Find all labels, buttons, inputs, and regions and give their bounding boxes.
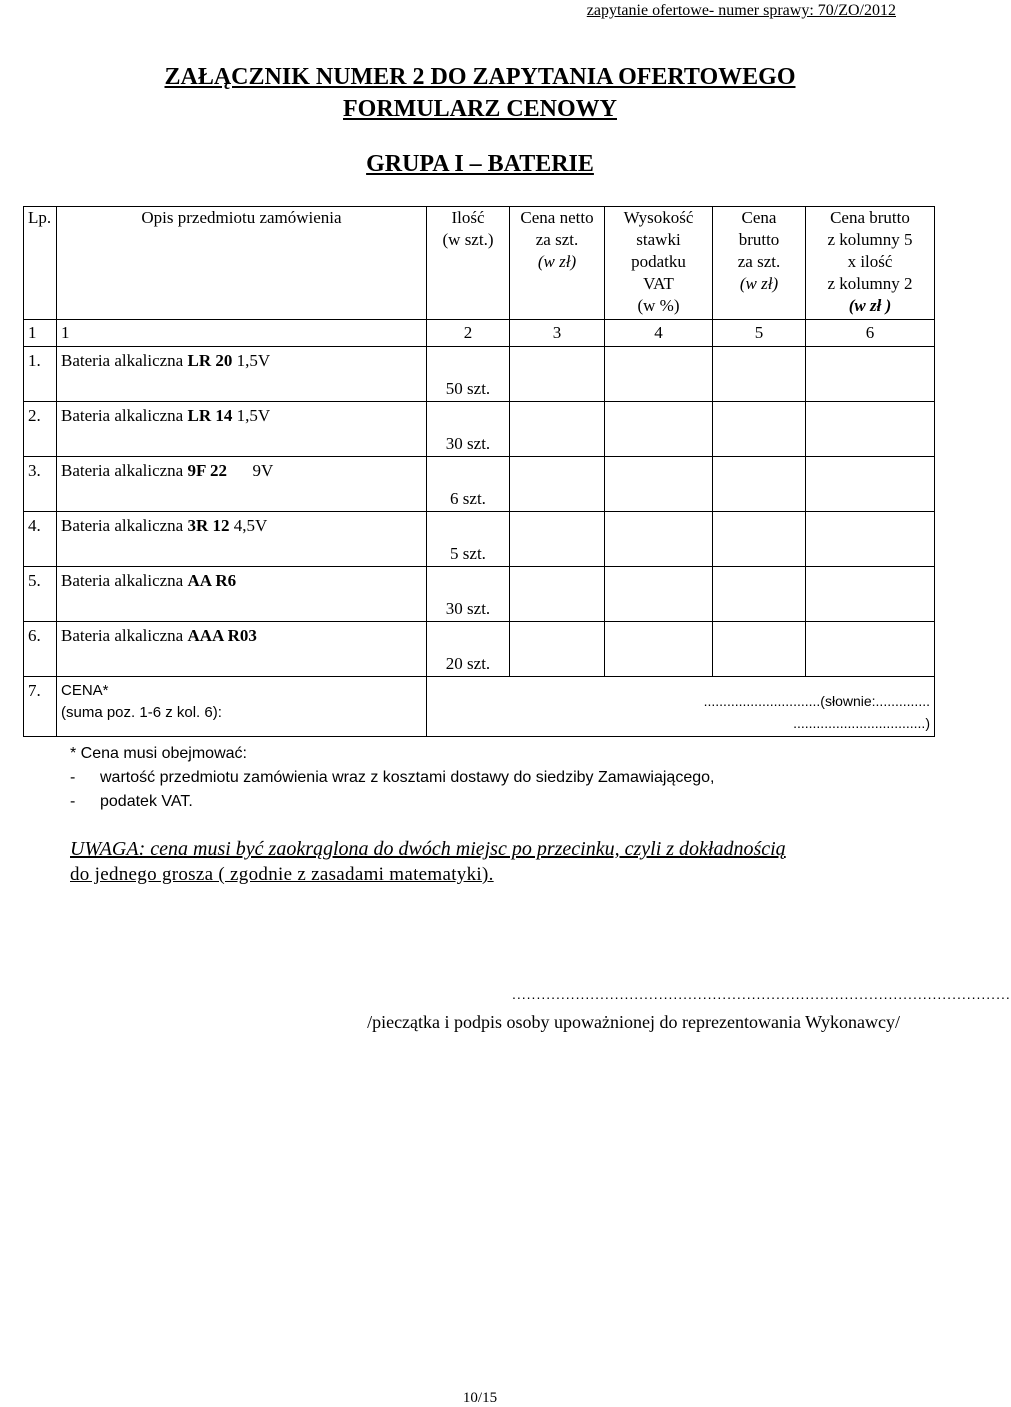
gross-price-cell[interactable]: [713, 457, 806, 512]
summary-label-line: (suma poz. 1-6 z kol. 6):: [61, 704, 222, 721]
signature-label: /pieczątka i podpis osoby upoważnionej do reprezentowania Wykonawcy/: [367, 1012, 900, 1032]
item-description: [57, 457, 427, 512]
form-title: FORMULARZ CENOWY: [343, 96, 617, 122]
item-quantity: 50 szt.: [427, 347, 510, 402]
notes-item: - podatek VAT.: [70, 793, 193, 810]
gross-price-cell[interactable]: [713, 512, 806, 567]
amount-in-words-field[interactable]: [427, 677, 935, 737]
notes-item-text: podatek VAT.: [100, 793, 193, 810]
item-lp: 2.: [24, 402, 57, 457]
item-description: [57, 347, 427, 402]
item-name: Bateria alkaliczna: [61, 351, 188, 370]
header-net-line: (w zł): [537, 252, 577, 271]
net-price-cell[interactable]: [510, 457, 605, 512]
header-net-price: [510, 207, 605, 320]
column-number: 1: [24, 320, 57, 347]
header-description: Opis przedmiotu zamówienia: [57, 207, 427, 320]
item-quantity: 30 szt.: [427, 567, 510, 622]
item-description: [57, 402, 427, 457]
header-quantity-line: Ilość: [451, 208, 485, 227]
notes-item: - wartość przedmiotu zamówienia wraz z kosztami dostawy do siedziby Zamawiającego,: [70, 769, 715, 786]
header-vat-line: VAT: [643, 274, 674, 293]
header-total-line: z kolumny 5: [827, 230, 913, 249]
header-vat-line: (w %): [637, 296, 680, 315]
annex-title: ZAŁĄCZNIK NUMER 2 DO ZAPYTANIA OFERTOWEGO: [164, 64, 796, 90]
item-quantity: 20 szt.: [427, 622, 510, 677]
item-type: LR 20: [187, 351, 233, 370]
item-lp: 5.: [24, 567, 57, 622]
total-gross-cell[interactable]: [806, 622, 935, 677]
amount-in-words-line: ..............................(słownie:..............: [703, 693, 930, 709]
header-vat-rate: [605, 207, 713, 320]
header-gross-line: brutto: [738, 230, 780, 249]
item-type: AA R6: [187, 571, 237, 590]
amount-in-words-line: ..................................): [793, 715, 930, 731]
item-quantity: 6 szt.: [427, 457, 510, 512]
item-description: [57, 567, 427, 622]
item-quantity: 30 szt.: [427, 402, 510, 457]
column-number-row: [24, 320, 935, 347]
total-gross-cell[interactable]: [806, 457, 935, 512]
column-number: 3: [510, 320, 605, 347]
header-lp: Lp.: [24, 207, 57, 320]
net-price-cell[interactable]: [510, 622, 605, 677]
item-quantity: 5 szt.: [427, 512, 510, 567]
vat-rate-cell[interactable]: [605, 402, 713, 457]
vat-rate-cell[interactable]: [605, 512, 713, 567]
item-lp: 1.: [24, 347, 57, 402]
net-price-cell[interactable]: [510, 512, 605, 567]
item-type: AAA R03: [187, 626, 257, 645]
document-reference: zapytanie ofertowe- numer sprawy: 70/ZO/2012: [586, 2, 896, 19]
header-total-line: (w zł ): [848, 296, 892, 315]
column-number: 1: [57, 320, 427, 347]
table-row: [24, 457, 935, 512]
column-number: 6: [806, 320, 935, 347]
header-quantity-line: (w szt.): [442, 230, 494, 249]
item-type: LR 14: [187, 406, 233, 425]
summary-label: [57, 677, 427, 737]
item-name: Bateria alkaliczna: [61, 461, 188, 480]
header-total-line: x ilość: [847, 252, 893, 271]
table-row: [24, 512, 935, 567]
item-description: [57, 512, 427, 567]
net-price-cell[interactable]: [510, 567, 605, 622]
header-gross-price: [713, 207, 806, 320]
vat-rate-cell[interactable]: [605, 347, 713, 402]
total-gross-cell[interactable]: [806, 402, 935, 457]
item-type: 9F 22: [187, 461, 227, 480]
vat-rate-cell[interactable]: [605, 622, 713, 677]
item-name: Bateria alkaliczna: [61, 626, 188, 645]
item-voltage: 1,5V: [232, 351, 271, 370]
notes-title: * Cena musi obejmować:: [70, 745, 247, 762]
table-header-row: [24, 207, 935, 320]
item-lp: 6.: [24, 622, 57, 677]
table-row: [24, 347, 935, 402]
table-row: [24, 622, 935, 677]
gross-price-cell[interactable]: [713, 347, 806, 402]
price-notes: [70, 742, 930, 814]
item-voltage: 4,5V: [229, 516, 268, 535]
price-table: [23, 206, 935, 737]
header-gross-line: Cena: [741, 208, 777, 227]
header-gross-line: (w zł): [739, 274, 779, 293]
column-number: 4: [605, 320, 713, 347]
gross-price-cell[interactable]: [713, 567, 806, 622]
group-title: GRUPA I – BATERIE: [366, 151, 594, 177]
header-total-gross: [806, 207, 935, 320]
table-row: [24, 402, 935, 457]
summary-lp: 7.: [24, 677, 57, 737]
total-gross-cell[interactable]: [806, 347, 935, 402]
header-total-line: Cena brutto: [830, 208, 910, 227]
item-lp: 3.: [24, 457, 57, 512]
item-name: Bateria alkaliczna: [61, 516, 188, 535]
gross-price-cell[interactable]: [713, 402, 806, 457]
item-voltage: 9V: [227, 461, 274, 480]
notes-item-text: wartość przedmiotu zamówienia wraz z kosztami dostawy do siedziby Zamawiającego,: [100, 769, 715, 786]
net-price-cell[interactable]: [510, 402, 605, 457]
vat-rate-cell[interactable]: [605, 567, 713, 622]
item-voltage: 1,5V: [232, 406, 271, 425]
table-row: [24, 567, 935, 622]
net-price-cell[interactable]: [510, 347, 605, 402]
header-vat-line: stawki: [636, 230, 681, 249]
column-number: 5: [713, 320, 806, 347]
header-vat-line: podatku: [631, 252, 686, 271]
item-type: 3R 12: [187, 516, 230, 535]
rounding-warning: UWAGA: cena musi być zaokrąglona do dwóch miejsc po przecinku, czyli z dokładnością: [70, 838, 786, 860]
column-number: 2: [427, 320, 510, 347]
item-name: Bateria alkaliczna: [61, 406, 188, 425]
header-gross-line: za szt.: [737, 252, 781, 271]
total-gross-cell[interactable]: [806, 567, 935, 622]
item-name: Bateria alkaliczna: [61, 571, 188, 590]
item-description: [57, 622, 427, 677]
total-gross-cell[interactable]: [806, 512, 935, 567]
gross-price-cell[interactable]: [713, 622, 806, 677]
page-number: 10/15: [462, 1390, 498, 1406]
header-net-line: Cena netto: [520, 208, 594, 227]
header-vat-line: Wysokość: [623, 208, 694, 227]
rounding-warning-continued: do jednego grosza ( zgodnie z zasadami matematyki).: [70, 864, 494, 885]
header-total-line: z kolumny 2: [827, 274, 913, 293]
vat-rate-cell[interactable]: [605, 457, 713, 512]
header-quantity: [427, 207, 510, 320]
summary-label-line: CENA*: [61, 682, 109, 699]
item-lp: 4.: [24, 512, 57, 567]
header-net-line: za szt.: [535, 230, 579, 249]
signature-line: ......................................................................................................: [512, 986, 1011, 1002]
summary-row: [24, 677, 935, 737]
